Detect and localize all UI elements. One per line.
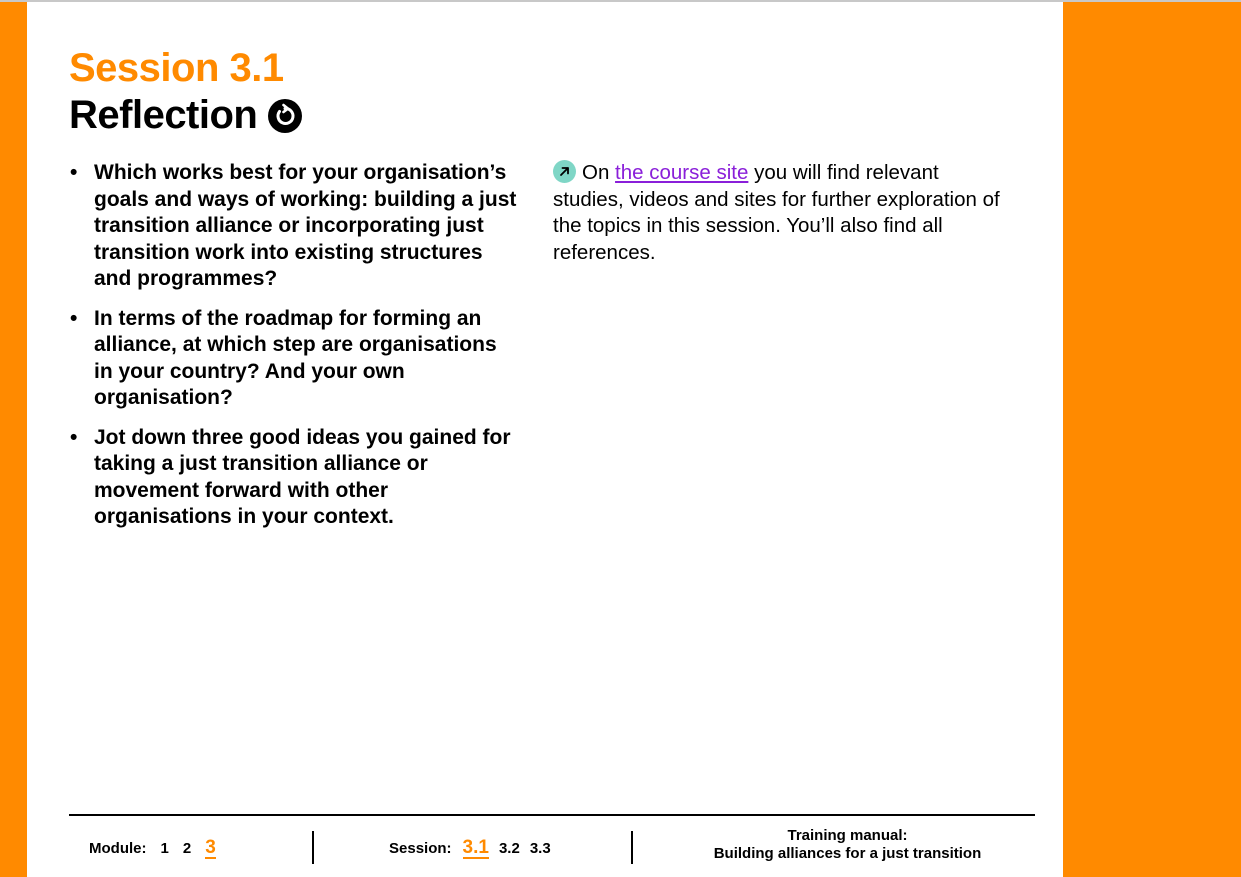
session-link-3-3[interactable]: 3.3 <box>529 840 551 857</box>
bullet-icon: • <box>70 306 78 330</box>
footer-separator <box>631 831 633 864</box>
question-text: Jot down three good ideas you gained for taking a just transition alliance or movement forward with other organisations in your context. <box>94 425 511 528</box>
module-link-2[interactable]: 2 <box>182 840 192 857</box>
manual-line-2: Building alliances for a just transition <box>713 845 982 862</box>
question-text: In terms of the roadmap for forming an alliance, at which step are organisations in your country? And your own organisation? <box>94 306 497 409</box>
title-row <box>69 92 302 138</box>
course-site-info <box>553 160 1008 266</box>
external-arrow-icon <box>553 160 576 183</box>
session-link-3-2[interactable]: 3.2 <box>498 840 520 857</box>
session-link-3-1[interactable]: 3.1 <box>462 837 489 858</box>
module-nav <box>89 838 230 859</box>
reflection-questions <box>69 160 519 544</box>
module-link-1[interactable]: 1 <box>160 840 169 857</box>
info-prefix: On <box>582 161 616 184</box>
session-label: Session: <box>389 840 452 857</box>
manual-title <box>679 827 1016 863</box>
question-item <box>69 306 519 412</box>
session-nav <box>389 838 561 859</box>
module-label: Module: <box>89 840 147 857</box>
reflection-cycle-icon <box>268 99 302 133</box>
session-number: Session 3.1 <box>69 46 284 90</box>
bullet-icon: • <box>70 425 78 449</box>
page-title: Reflection <box>69 93 258 137</box>
bullet-icon: • <box>70 161 78 184</box>
info-suffix: you will find relevant studies, videos and sites for further exploration of the topics in this session. You’ll also find all references. <box>553 161 1000 264</box>
footer <box>69 816 1035 877</box>
question-item <box>69 425 519 531</box>
footer-separator <box>312 831 314 864</box>
course-site-link[interactable]: the course site <box>615 161 749 184</box>
manual-line-1: Training manual: <box>787 827 908 844</box>
right-accent-bar <box>1063 2 1241 877</box>
module-link-3[interactable]: 3 <box>205 837 216 858</box>
question-item <box>69 160 519 293</box>
question-text: Which works best for your organisation’s goals and ways of working: building a just transition alliance or incorporating just transition work into existing structures and programmes? <box>94 161 517 290</box>
top-border <box>0 0 1241 2</box>
left-accent-bar <box>0 2 27 877</box>
